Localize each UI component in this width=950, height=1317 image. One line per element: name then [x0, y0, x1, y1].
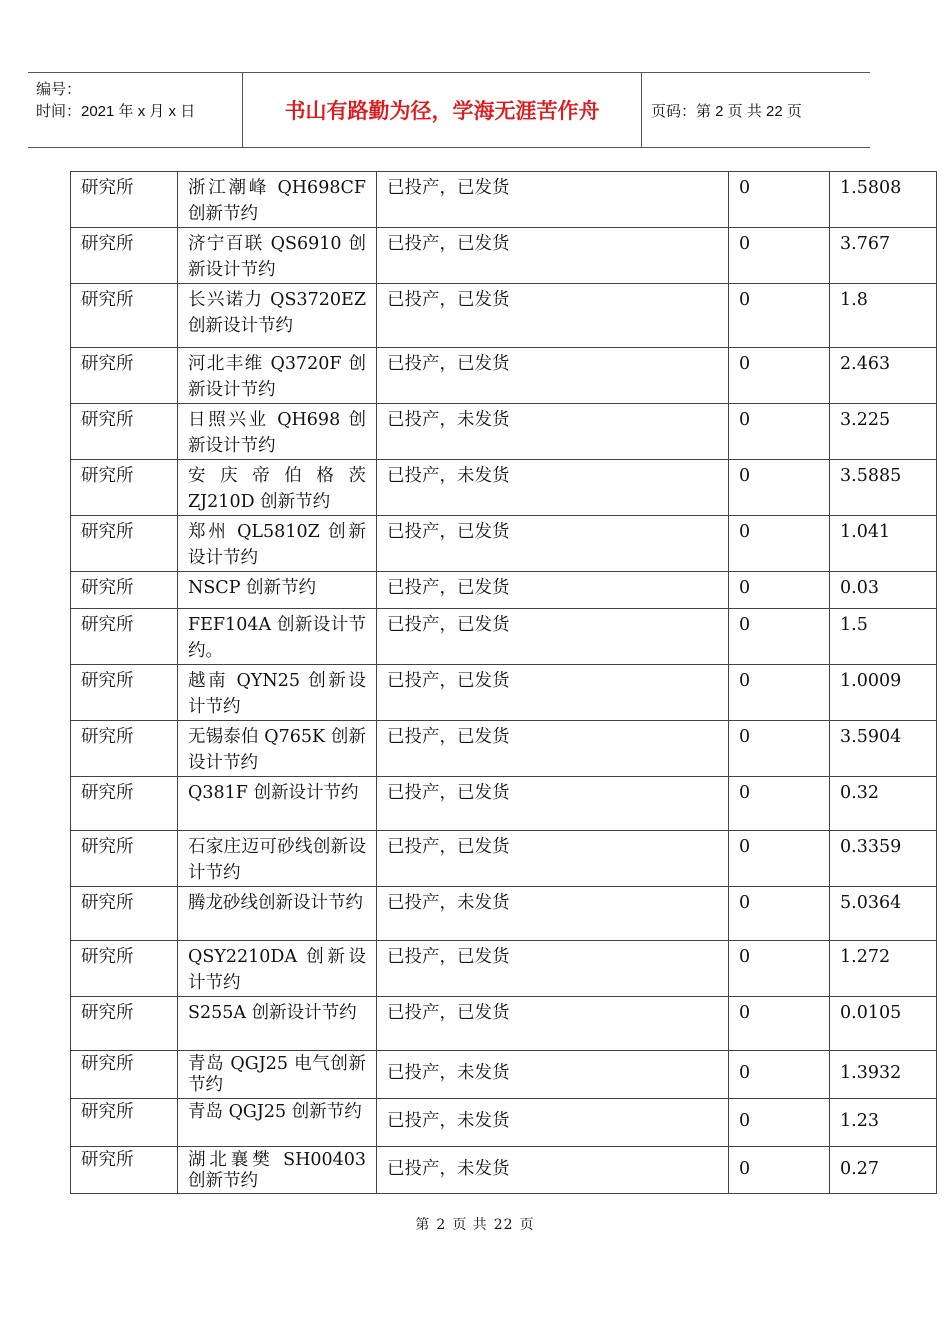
project-cell: 腾龙砂线创新设计节约: [178, 887, 377, 941]
count-cell: 0: [729, 831, 830, 887]
dept-cell: 研究所: [71, 228, 178, 284]
status-cell: 已投产，未发货: [377, 1099, 729, 1147]
amount-cell: 0.03: [830, 572, 937, 609]
dept-cell: 研究所: [71, 1051, 178, 1099]
amount-cell: 3.5885: [830, 460, 937, 516]
dept-cell: 研究所: [71, 572, 178, 609]
count-cell: 0: [729, 1099, 830, 1147]
table-row: [71, 516, 937, 572]
dept-cell: 研究所: [71, 887, 178, 941]
table-row: [71, 609, 937, 665]
status-cell: 已投产，已发货: [377, 777, 729, 831]
dept-cell: 研究所: [71, 460, 178, 516]
count-cell: 0: [729, 228, 830, 284]
footer-prefix: 第: [415, 1217, 431, 1233]
dept-cell: 研究所: [71, 941, 178, 997]
count-cell: 0: [729, 665, 830, 721]
table-row: [71, 460, 937, 516]
status-cell: 已投产，已发货: [377, 609, 729, 665]
status-cell: 已投产，已发货: [377, 572, 729, 609]
amount-cell: 3.767: [830, 228, 937, 284]
table-row: [71, 1099, 937, 1147]
table-row: [71, 228, 937, 284]
page-header: [28, 72, 870, 148]
table-row: [71, 997, 937, 1051]
count-cell: 0: [729, 887, 830, 941]
project-cell: 青岛 QGJ25 电气创新节约: [178, 1051, 377, 1099]
table-row: [71, 1147, 937, 1194]
project-cell: 青岛 QGJ25 创新节约: [178, 1099, 377, 1147]
footer-total-pages: 22: [493, 1217, 514, 1233]
amount-cell: 0.27: [830, 1147, 937, 1194]
dept-cell: 研究所: [71, 1147, 178, 1194]
table-row: [71, 284, 937, 348]
dept-cell: 研究所: [71, 284, 178, 348]
project-cell: 安 庆 帝 伯 格 茨 ZJ210D 创新节约: [178, 460, 377, 516]
table-row: [71, 404, 937, 460]
status-cell: 已投产，未发货: [377, 1147, 729, 1194]
amount-cell: 1.5: [830, 609, 937, 665]
footer-suffix: 页: [519, 1217, 535, 1233]
amount-cell: 0.32: [830, 777, 937, 831]
document-time: 时间：2021 年 x 月 x 日: [36, 103, 196, 120]
project-cell: 郑州 QL5810Z 创新设计节约: [178, 516, 377, 572]
table-row: [71, 348, 937, 404]
amount-cell: 1.3932: [830, 1051, 937, 1099]
project-cell: 浙江潮峰 QH698CF 创新节约: [178, 172, 377, 228]
status-cell: 已投产，已发货: [377, 228, 729, 284]
count-cell: 0: [729, 460, 830, 516]
table-row: [71, 665, 937, 721]
status-cell: 已投产，未发货: [377, 887, 729, 941]
project-cell: 长兴诺力 QS3720EZ 创新设计节约: [178, 284, 377, 348]
header-meta: [28, 73, 250, 153]
amount-cell: 1.0009: [830, 665, 937, 721]
count-cell: 0: [729, 284, 830, 348]
project-savings-table: [70, 171, 937, 1194]
table-row: [71, 721, 937, 777]
dept-cell: 研究所: [71, 609, 178, 665]
project-cell: S255A 创新设计节约: [178, 997, 377, 1051]
amount-cell: 0.0105: [830, 997, 937, 1051]
project-cell: 越南 QYN25 创新设计节约: [178, 665, 377, 721]
dept-cell: 研究所: [71, 172, 178, 228]
dept-cell: 研究所: [71, 777, 178, 831]
count-cell: 0: [729, 609, 830, 665]
dept-cell: 研究所: [71, 348, 178, 404]
footer-mid: 页 共: [452, 1217, 488, 1233]
count-cell: 0: [729, 941, 830, 997]
dept-cell: 研究所: [71, 831, 178, 887]
count-cell: 0: [729, 1147, 830, 1194]
status-cell: 已投产，已发货: [377, 721, 729, 777]
dept-cell: 研究所: [71, 1099, 178, 1147]
status-cell: 已投产，已发货: [377, 348, 729, 404]
count-cell: 0: [729, 721, 830, 777]
count-cell: 0: [729, 997, 830, 1051]
dept-cell: 研究所: [71, 404, 178, 460]
table-row: [71, 572, 937, 609]
project-cell: Q381F 创新设计节约: [178, 777, 377, 831]
table-row: [71, 172, 937, 228]
project-cell: 无锡泰伯 Q765K 创新设计节约: [178, 721, 377, 777]
amount-cell: 1.23: [830, 1099, 937, 1147]
count-cell: 0: [729, 572, 830, 609]
project-cell: NSCP 创新节约: [178, 572, 377, 609]
status-cell: 已投产，未发货: [377, 404, 729, 460]
table-row: [71, 887, 937, 941]
amount-cell: 3.225: [830, 404, 937, 460]
count-cell: 0: [729, 348, 830, 404]
header-page-code: 页码：第 2 页 共 22 页: [651, 102, 802, 120]
status-cell: 已投产，已发货: [377, 172, 729, 228]
table-row: [71, 777, 937, 831]
dept-cell: 研究所: [71, 721, 178, 777]
count-cell: 0: [729, 404, 830, 460]
status-cell: 已投产，未发货: [377, 460, 729, 516]
count-cell: 0: [729, 516, 830, 572]
status-cell: 已投产，未发货: [377, 1051, 729, 1099]
project-cell: 日照兴业 QH698 创新设计节约: [178, 404, 377, 460]
status-cell: 已投产，已发货: [377, 516, 729, 572]
amount-cell: 1.041: [830, 516, 937, 572]
dept-cell: 研究所: [71, 665, 178, 721]
amount-cell: 0.3359: [830, 831, 937, 887]
status-cell: 已投产，已发货: [377, 665, 729, 721]
amount-cell: 2.463: [830, 348, 937, 404]
amount-cell: 5.0364: [830, 887, 937, 941]
document-number-label: 编号：: [36, 81, 82, 98]
footer-page-number: 2: [436, 1217, 447, 1233]
dept-cell: 研究所: [71, 516, 178, 572]
count-cell: 0: [729, 1051, 830, 1099]
header-slogan: 书山有路勤为径，学海无涯苦作舟: [242, 73, 642, 147]
project-cell: FEF104A 创新设计节约。: [178, 609, 377, 665]
amount-cell: 1.8: [830, 284, 937, 348]
project-cell: 湖北襄樊 SH00403 创新节约: [178, 1147, 377, 1194]
project-cell: 河北丰维 Q3720F 创新设计节约: [178, 348, 377, 404]
amount-cell: 1.5808: [830, 172, 937, 228]
status-cell: 已投产，已发货: [377, 941, 729, 997]
dept-cell: 研究所: [71, 997, 178, 1051]
project-cell: QSY2210DA 创新设计节约: [178, 941, 377, 997]
table-row: [71, 831, 937, 887]
count-cell: 0: [729, 172, 830, 228]
project-cell: 石家庄迈可砂线创新设计节约: [178, 831, 377, 887]
count-cell: 0: [729, 777, 830, 831]
status-cell: 已投产，已发货: [377, 997, 729, 1051]
page-footer: [0, 1214, 950, 1234]
table-row: [71, 941, 937, 997]
status-cell: 已投产，已发货: [377, 831, 729, 887]
amount-cell: 1.272: [830, 941, 937, 997]
table-row: [71, 1051, 937, 1099]
project-cell: 济宁百联 QS6910 创新设计节约: [178, 228, 377, 284]
amount-cell: 3.5904: [830, 721, 937, 777]
status-cell: 已投产，已发货: [377, 284, 729, 348]
